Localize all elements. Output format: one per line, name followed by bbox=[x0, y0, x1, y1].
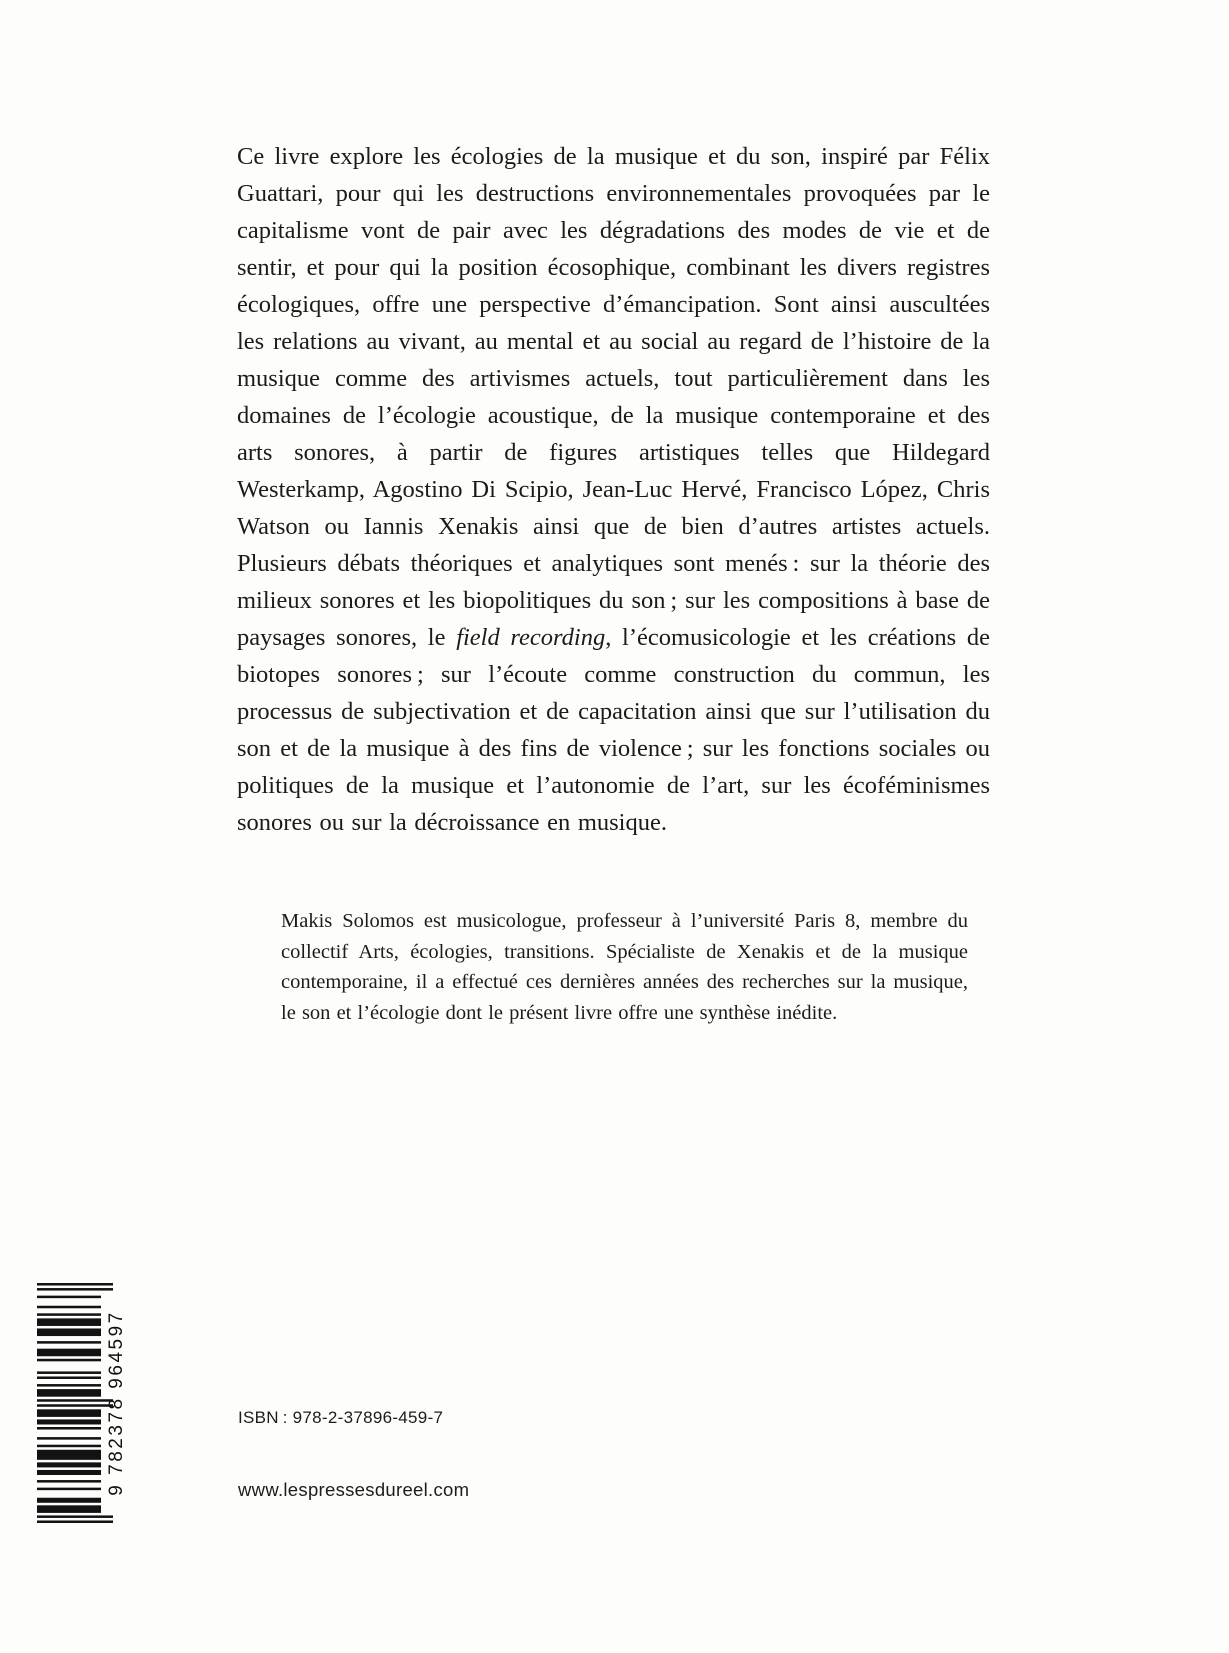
blurb-text-before: Ce livre explore les écologies de la musique et du son, inspiré par Félix Guattari, pour qui les destructions environnementales provoquées par le capitalisme vont de pair avec les dégradations des modes de vie et de sentir, et pour qui la position écosophique, combinant les divers registres écologiques, offre une perspective d’émancipation. Sont ainsi auscultées les relations au vivant, au mental et au social au regard de l’histoire de la musique comme des artivismes actuels, tout particulièrement dans les domaines de l’écologie acoustique, de la musique contemporaine et des arts sonores, à partir de figures artistiques telles que Hildegard Westerkamp, Agostino Di Scipio, Jean-Luc Hervé, Francisco López, Chris Watson ou Iannis Xenakis ainsi que de bien d’autres artistes actuels. Plusieurs débats théoriques et analytiques sont menés : sur la théorie des milieux sonores et les biopolitiques du son ; sur les compositions à base de paysages sonores, le bbox=[237, 143, 990, 651]
barcode-number: 9 782378 964597 bbox=[106, 1310, 127, 1496]
website-url: www.lespressesdureel.com bbox=[238, 1479, 470, 1500]
book-blurb bbox=[237, 138, 990, 841]
blurb-italic-term: field recording bbox=[456, 624, 606, 651]
author-bio: Makis Solomos est musicologue, professeur à l’université Paris 8, membre du collectif Arts, écologies, transitions. Spécialiste de Xenakis et de la musique contemporaine, il a effectué ces dernières années des recherches sur la musique, le son et l’écologie dont le présent livre offre une synthèse inédite. bbox=[281, 910, 968, 1024]
blurb-text-after: , l’écomusicologie et les créations de biotopes sonores ; sur l’écoute comme construction du commun, les processus de subjectivation et de capacitation ainsi que sur l’utilisation du son et de la musique à des fins de violence ; sur les fonctions sociales ou politiques de la musique et l’autonomie de l’art, sur les écoféminismes sonores ou sur la décroissance en musique. bbox=[237, 624, 990, 836]
isbn-label: ISBN : 978-2-37896-459-7 bbox=[238, 1408, 444, 1427]
ean-barcode bbox=[37, 1283, 129, 1523]
